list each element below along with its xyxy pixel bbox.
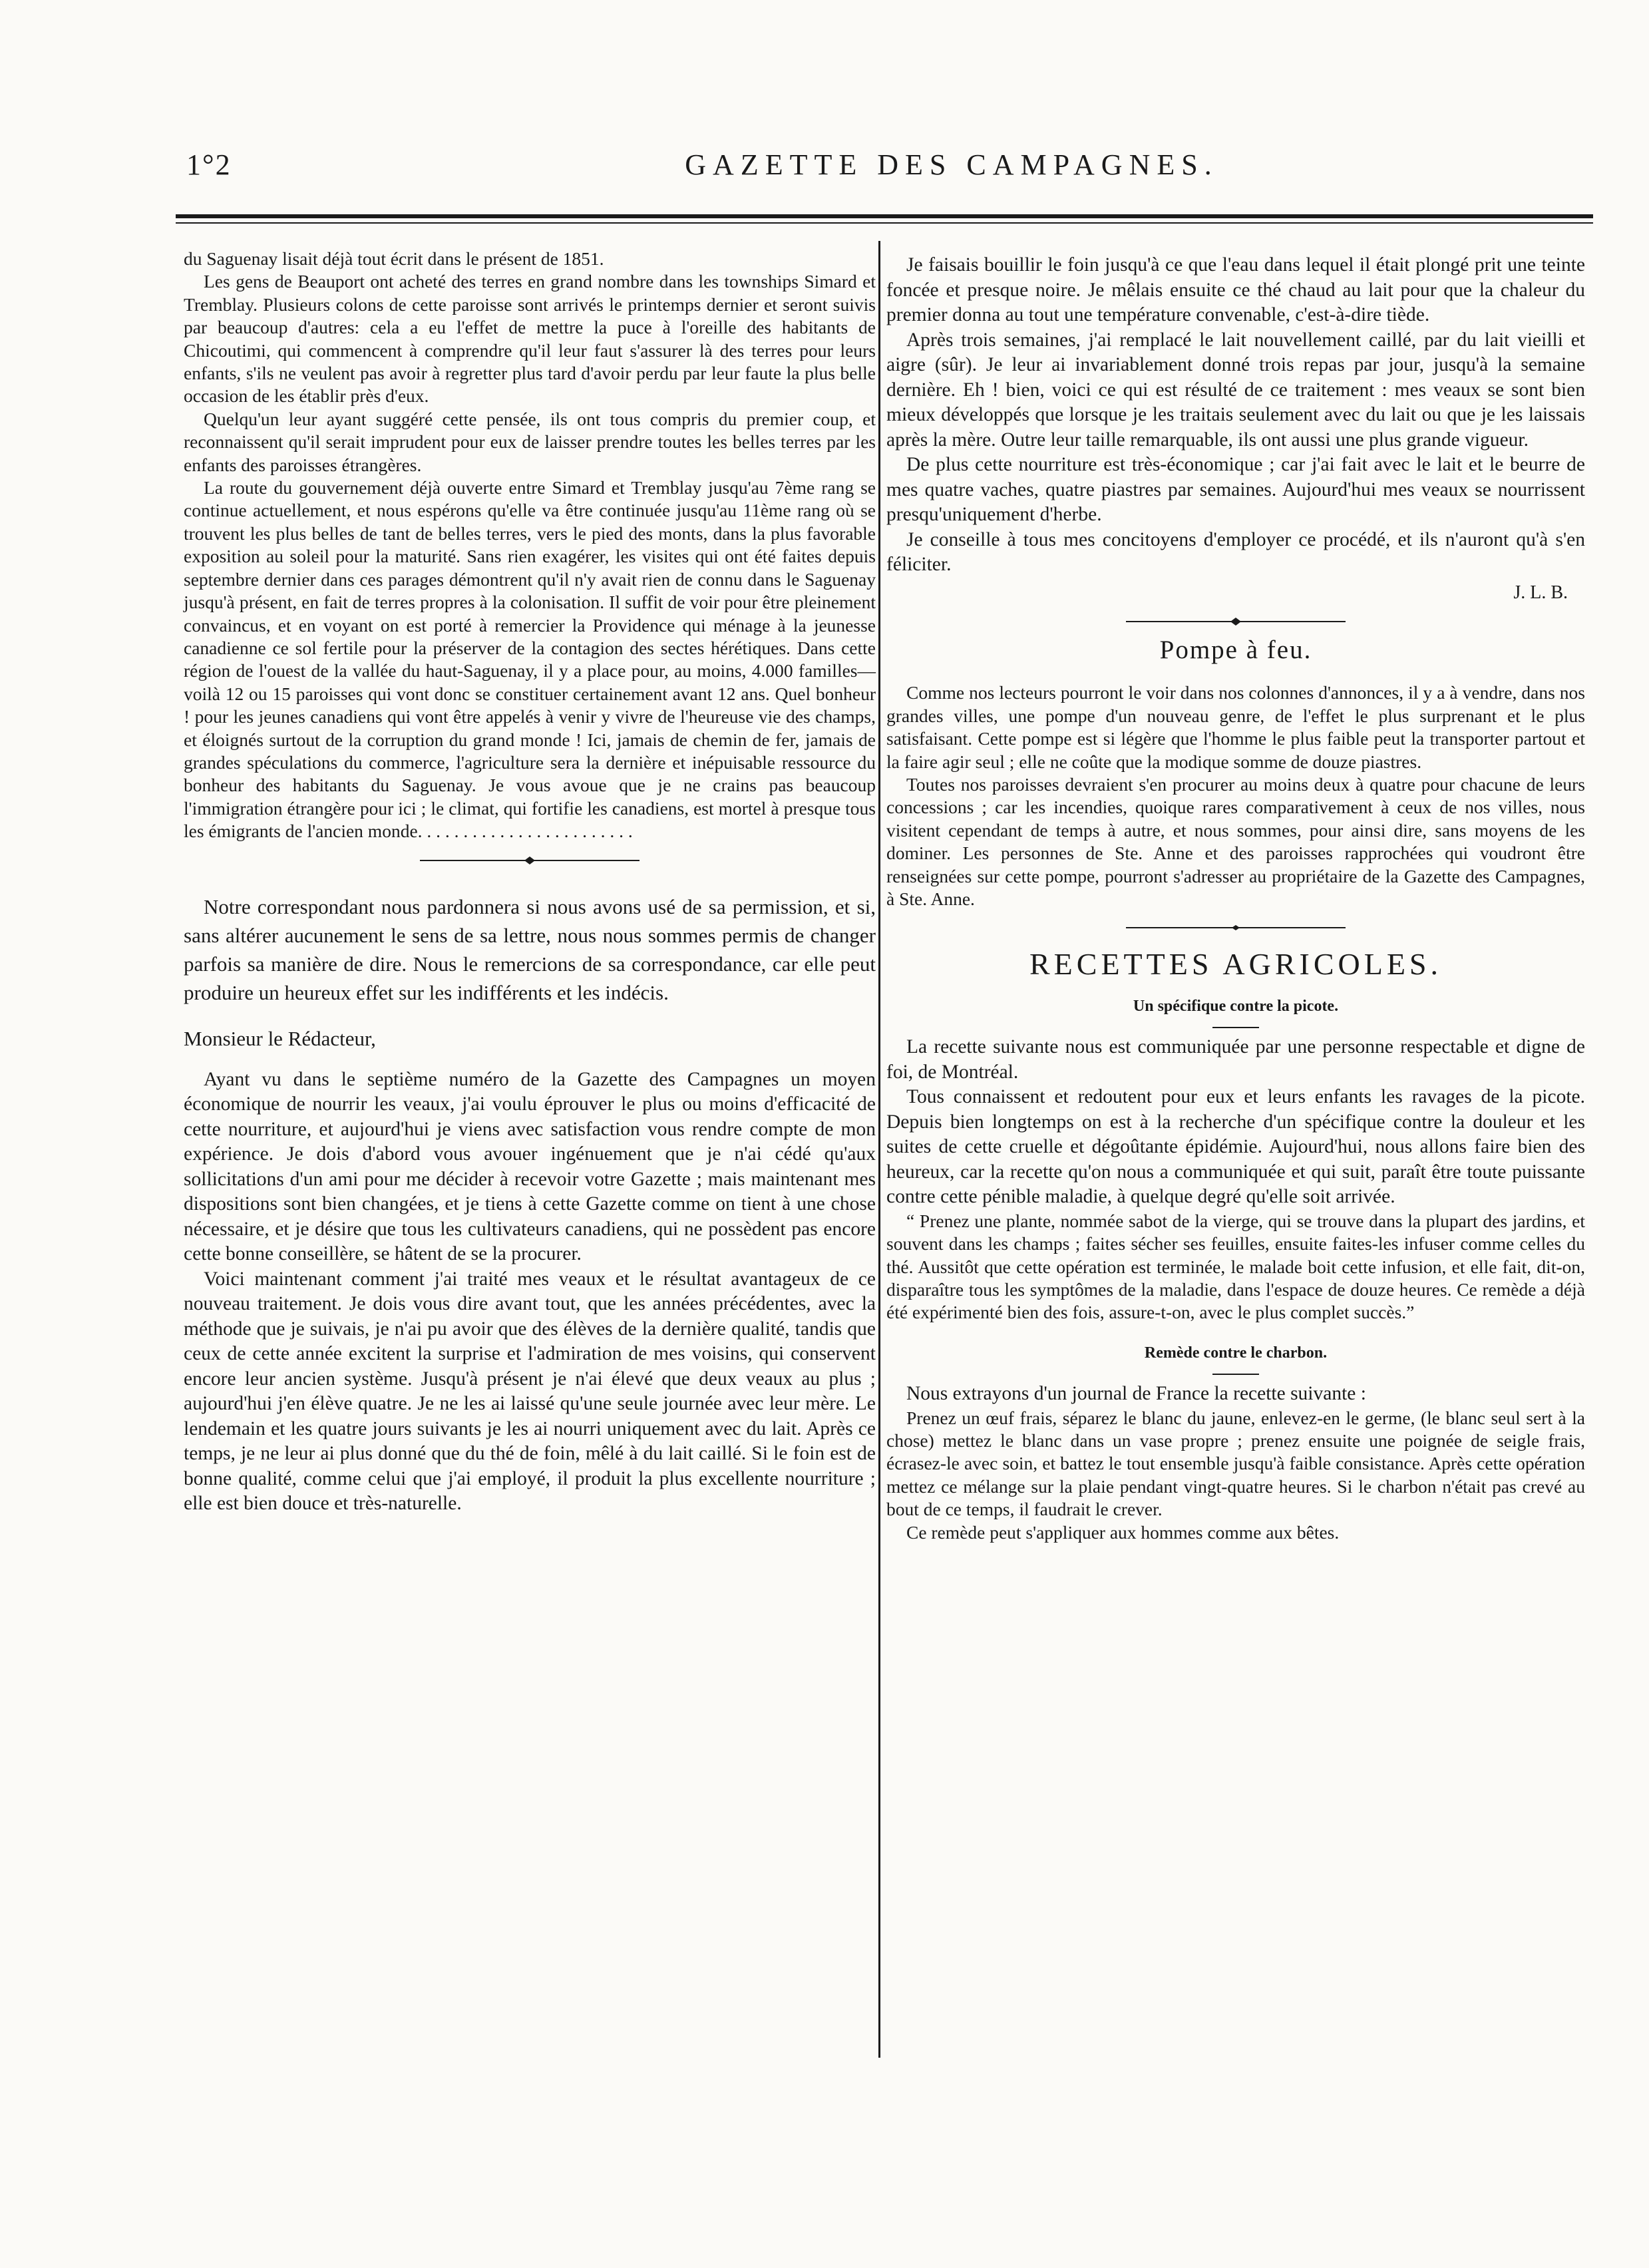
letter-salutation: Monsieur le Rédacteur, (184, 1026, 376, 1050)
letter-paragraph: Après trois semaines, j'ai remplacé le lait nouvellement caillé, par du lait vieilli et aigre (sûr). Je leur ai invariablement donné trois repas par jour, jusqu'à la semaine dernière. Eh ! bien, voici ce qui est résulté de ce traitement : mes veaux se sont bien mieux développés que lorsque je les traitais seulement avec du lait ou que je les laissais après la mère. Outre leur taille remarquable, ils ont aussi une plus grande vigueur. (886, 329, 1585, 451)
editor-note: Notre correspondant nous pardonnera si nous avons usé de sa permission, et si, sans altérer aucunement le sens de sa lettre, nous nous sommes permis de changer parfois sa manière de dire. Nous le remercions de sa correspondance, car elle peut produire un heureux effet sur les indifférents et les indécis. (184, 894, 876, 1004)
column-divider (878, 241, 880, 2058)
page-header (186, 148, 1590, 188)
recipe-paragraph: Nous extrayons d'un journal de France la recette suivante : (906, 1383, 1366, 1405)
article-paragraph: Toutes nos paroisses devraient s'en procurer au moins deux à quatre pour chacune de leurs concessions ; car les incendies, quoique rares comparativement à ceux de nos villes, nous visitent cependant de temps à autre, et nous sommes, pour ainsi dire, sans moyens de les dominer. Les personnes de Ste. Anne et des paroisses rapprochées qui voudront être renseignées sur cette pompe, pourront s'adresser au propriétaire de la Gazette des Campagnes, à Ste. Anne. (886, 773, 1585, 909)
article-paragraph: La route du gouvernement déjà ouverte entre Simard et Tremblay jusqu'au 7ème rang se continue actuellement, et nous espérons qu'elle va être continuée jusqu'au 11ème rang où se trouvent les plus belles de tant de belles terres, vers le pied des monts, dans la plus favorable exposition au soleil pour la maturité. Sans rien exagérer, les visites qui ont été faites depuis septembre dernier dans ces parages démontrent qu'il n'y avait rien de connu dans le Saguenay jusqu'à présent, en fait de terres propres à la colonisation. Il suffit de voir pour être pleinement convaincus, et en voyant on est porté à remercier la Providence qui ménage à la jeunesse canadienne ce sol fertile pour la préserver de la contagion des sectes hérétiques. Dans cette région de l'ouest de la vallée du haut-Saguenay, il y a place pour, au moins, 4.000 familles—voilà 12 ou 15 paroisses qui vont donc se constituer certainement avant 12 ans. Quel bonheur ! pour les jeunes canadiens qui vont être appelés à venir y vivre de l'heureuse vie des champs, et éloignés surtout de la corruption du grand monde ! Ici, jamais de chemin de fer, jamais de grandes spéculations du commerce, l'agriculture sera la dernière et inépuisable ressource du bonheur des habitants du Saguenay. Je vous avoue que je ne crains pas beaucoup l'immigration étrangère pour ici ; le climat, qui fortifie les canadiens, est mortel à presque tous les émigrants de l'ancien monde. . . . . . . . . . . . . . . . . . . . . . . . (184, 477, 876, 842)
page-number: 1°2 (186, 148, 232, 181)
left-column (184, 248, 876, 1517)
recipe-paragraph: La recette suivante nous est communiquée par une personne respectable et digne de foi, de Montréal. (886, 1036, 1585, 1083)
letter-paragraph: Je faisais bouillir le foin jusqu'à ce que l'eau dans lequel il était plongé prit une teinte foncée et presque noire. Je mêlais ensuite ce thé chaud au lait pour que la chaleur du premier donna au tout une température convenable, c'est-à-dire tiède. (886, 254, 1585, 325)
subheading-dash (1212, 1374, 1259, 1375)
masthead-title: GAZETTE DES CAMPAGNES. (685, 148, 1218, 181)
subheading-dash (1212, 1027, 1259, 1028)
letter-paragraph: Voici maintenant comment j'ai traité mes veaux et le résultat avantageux de ce nouveau traitement. Je dois vous dire avant tout, que les années précédentes, avec la méthode que je suivais, je n'ai pu avoir que des élèves de la dernière qualité, tandis que ceux de cette année excitent la surprise et l'admiration de mes voisins, qui conservent encore leur ancien système. Jusqu'à présent je n'ai élevé que deux veaux au plus ; aujourd'hui j'en élève quatre. Je ne les ai laissé qu'une seule journée avec leur mère. Le lendemain et les quatre jours suivants je les ai nourri uniquement avec du lait. Après ce temps, je ne leur ai plus donné que du thé de foin, mêlé à du lait caillé. Si le foin est de bonne qualité, comme celui que j'ai employé, il produit la plus excellente nourriture ; elle est bien douce et très-naturelle. (184, 1268, 876, 1515)
header-rule-thin (176, 222, 1593, 224)
letter-paragraph: De plus cette nourriture est très-économique ; car j'ai fait avec le lait et le beurre de mes quatre vaches, quatre piastres par semaines. Aujourd'hui mes veaux se nourrissent presqu'uniquement d'herbe. (886, 454, 1585, 525)
section-ornament (420, 855, 640, 866)
recipe-paragraph: Tous connaissent et redoutent pour eux et leurs enfants les ravages de la picote. Depuis bien longtemps on est à la recherche d'un spécifique contre la douleur et les suites de cette cruelle et dégoûtante épidémie. Aujourd'hui, nous allons faire bien des heureux, car la recette qu'on nous a communiquée et qui suit, paraît être toute puissante contre cette pénible maladie, à quelque degré qu'elle soit arrivée. (886, 1086, 1585, 1208)
recipe-subheading: Un spécifique contre la picote. (1133, 997, 1339, 1015)
right-column (886, 253, 1585, 1544)
recipe-subheading: Remède contre le charbon. (1144, 1344, 1328, 1362)
header-rule-thick (176, 214, 1593, 218)
article-paragraph: Comme nos lecteurs pourront le voir dans nos colonnes d'annonces, il y a à vendre, dans nos grandes villes, une pompe d'un nouveau genre, de l'effet le plus surprenant et le plus satisfaisant. Cette pompe est si légère que l'homme le plus faible peut la transporter partout et la faire agir seul ; elle ne coûte que la modique somme de douze piastres. (886, 682, 1585, 772)
recipe-paragraph: “ Prenez une plante, nommée sabot de la vierge, qui se trouve dans la plupart des jardins, et souvent dans les champs ; faites sécher ses feuilles, ensuite faites-les infuser comme celles du thé. Aussitôt que cette opération est terminée, le malade boit cette infusion, et elle fait, dit-on, disparaître tous les symptômes de la maladie, dans l'espace de douze heures. Ce remède a déjà été expérimenté bien des fois, assure-t-on, avec le plus complet succès.” (886, 1210, 1585, 1323)
article-paragraph: Quelqu'un leur ayant suggéré cette pensée, ils ont tous compris du premier coup, et reconnaissent qu'il serait imprudent pour eux de laisser prendre toutes les belles terres par les enfants des paroisses étrangères. (184, 408, 876, 475)
section-ornament (1126, 616, 1346, 627)
recipe-paragraph: Ce remède peut s'appliquer aux hommes comme aux bêtes. (906, 1521, 1340, 1543)
pompe-title: Pompe à feu. (1159, 635, 1312, 664)
letter-paragraph: Je conseille à tous mes concitoyens d'employer ce procédé, et ils n'auront qu'à s'en féliciter. (886, 528, 1585, 575)
letter-signature: J. L. B. (1513, 582, 1568, 603)
recipe-paragraph: Prenez un œuf frais, séparez le blanc du jaune, enlevez-en le germe, (le blanc seul sert à la chose) mettez le blanc dans un vase propre ; prenez ensuite une poignée de seigle frais, écrasez-le avec soin, et battez le tout ensemble jusqu'à faible consistance. Après cette opération mettez ce mélange sur la plaie pendant vingt-quatre heures. Si le charbon n'était pas crevé au bout de ce temps, il faudrait le crever. (886, 1407, 1585, 1520)
article-paragraph: Les gens de Beauport ont acheté des terres en grand nombre dans les townships Simard et Tremblay. Plusieurs colons de cette paroisse sont arrivés le printemps dernier et seront suivis par beaucoup d'autres: cela a eu l'effet de mettre la puce à l'oreille des habitants de Chicoutimi, qui commencent à comprendre qu'il leur faut s'assurer là des terres pour leurs enfants, s'ils ne veulent pas avoir à regretter plus tard d'avoir perdu par leur faute la plus belle occasion de les établir près d'eux. (184, 271, 876, 407)
section-ornament (1126, 922, 1346, 933)
recettes-title: RECETTES AGRICOLES. (1029, 947, 1443, 982)
letter-paragraph: Ayant vu dans le septième numéro de la Gazette des Campagnes un moyen économique de nourrir les veaux, j'ai voulu éprouver le plus ou moins d'efficacité de cette nourriture, et aujourd'hui je viens avec satisfaction vous rendre compte de mon expérience. Je dois d'abord vous avouer ingénuement que je n'ai cédé qu'aux sollicitations d'un ami pour me décider à recevoir votre Gazette ; mais maintenant mes dispositions sont bien changées, et je tiens à cette Gazette comme on tient à une chose nécessaire, et je désire que tous les cultivateurs canadiens, qui ne possèdent pas encore cette bonne conseillère, se hâtent de se la procurer. (184, 1068, 876, 1265)
article-paragraph: du Saguenay lisait déjà tout écrit dans le présent de 1851. (184, 248, 604, 269)
